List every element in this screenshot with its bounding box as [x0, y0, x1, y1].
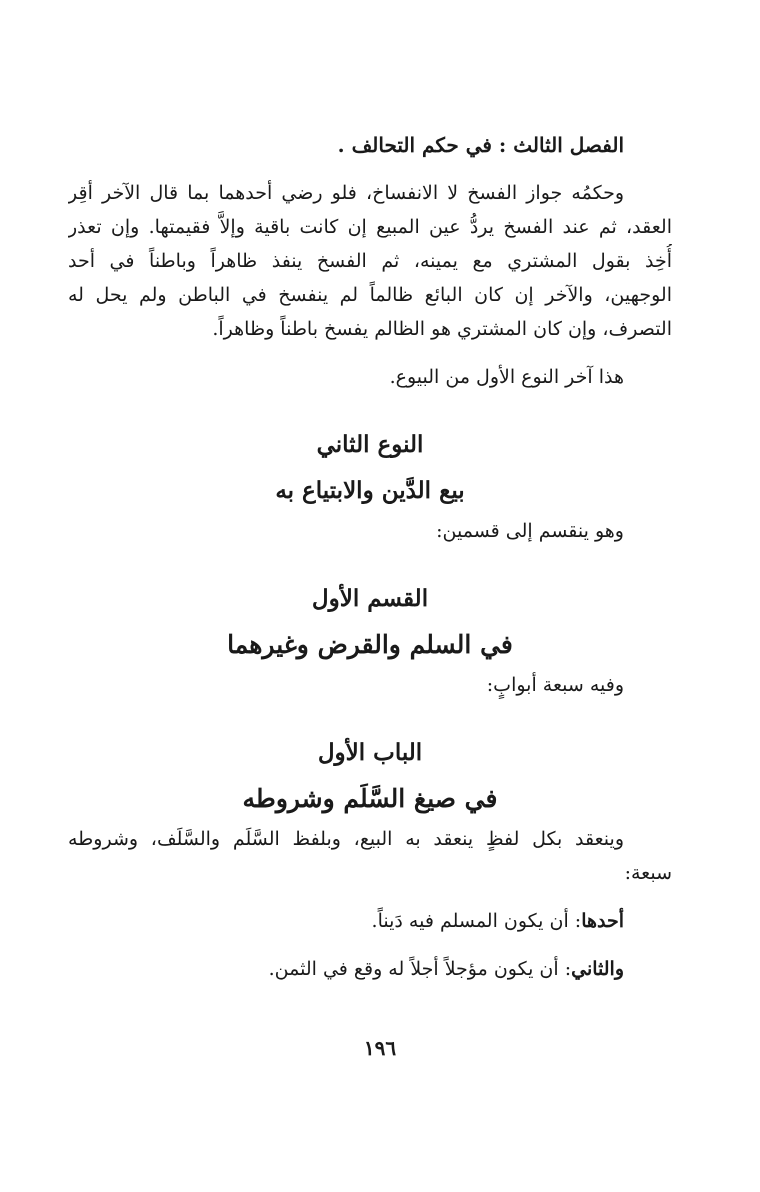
paragraph-line: سبعة: — [624, 862, 672, 884]
page-number: ١٩٦ — [363, 1036, 397, 1060]
chapter-heading: الفصل الثالث : في حكم التحالف . — [337, 133, 624, 157]
condition-item — [68, 952, 672, 986]
section-intro: وفيه سبعة أبوابٍ: — [486, 674, 624, 696]
paragraph-line: التصرف، وإن كان المشتري هو الظالم يفسخ باطناً وظاهراً. — [212, 318, 672, 340]
type-intro: وهو ينقسم إلى قسمين: — [436, 520, 624, 542]
type-title: النوع الثاني — [316, 431, 424, 458]
condition-text: : أن يكون المسلم فيه دَيناً. — [371, 910, 582, 932]
paragraph-line: العقد، ثم عند الفسخ يردُّ عين المبيع إن كانت باقية وإلاَّ فقيمتها. وإن تعذر — [68, 216, 672, 238]
paragraph-line: وينعقد بكل لفظٍ ينعقد به البيع، وبلفظ السَّلَم والسَّلَف، وشروطه — [68, 828, 624, 850]
paragraph-line: الوجهين، والآخر إن كان البائع ظالماً لم ينفسخ في الباطن ولم يحل له — [68, 284, 672, 306]
section-subtitle: في السلم والقرض وغيرهما — [227, 630, 513, 659]
paragraph-line: وحكمُه جواز الفسخ لا الانفساخ، فلو رضي أحدهما بما قال الآخر أقِر — [68, 182, 624, 204]
type-subtitle: بيع الدَّين والابتياع به — [275, 477, 465, 504]
page-body — [68, 128, 672, 986]
paragraph-conditions — [68, 822, 672, 890]
chapter-subtitle: في صيغ السَّلَم وشروطه — [242, 784, 498, 813]
condition-label: أحدها — [581, 910, 624, 932]
condition-item — [68, 904, 672, 938]
paragraph-line: أُخِذ بقول المشتري مع يمينه، ثم الفسخ ينفذ ظاهراً وباطناً في أحد — [68, 250, 672, 272]
condition-text: : أن يكون مؤجلاً أجلاً له وقع في الثمن. — [268, 958, 572, 980]
section-title: القسم الأول — [311, 585, 429, 612]
paragraph-ruling — [68, 176, 672, 346]
end-note: هذا آخر النوع الأول من البيوع. — [389, 366, 624, 388]
chapter-title: الباب الأول — [317, 739, 423, 766]
condition-label: والثاني — [571, 958, 624, 980]
